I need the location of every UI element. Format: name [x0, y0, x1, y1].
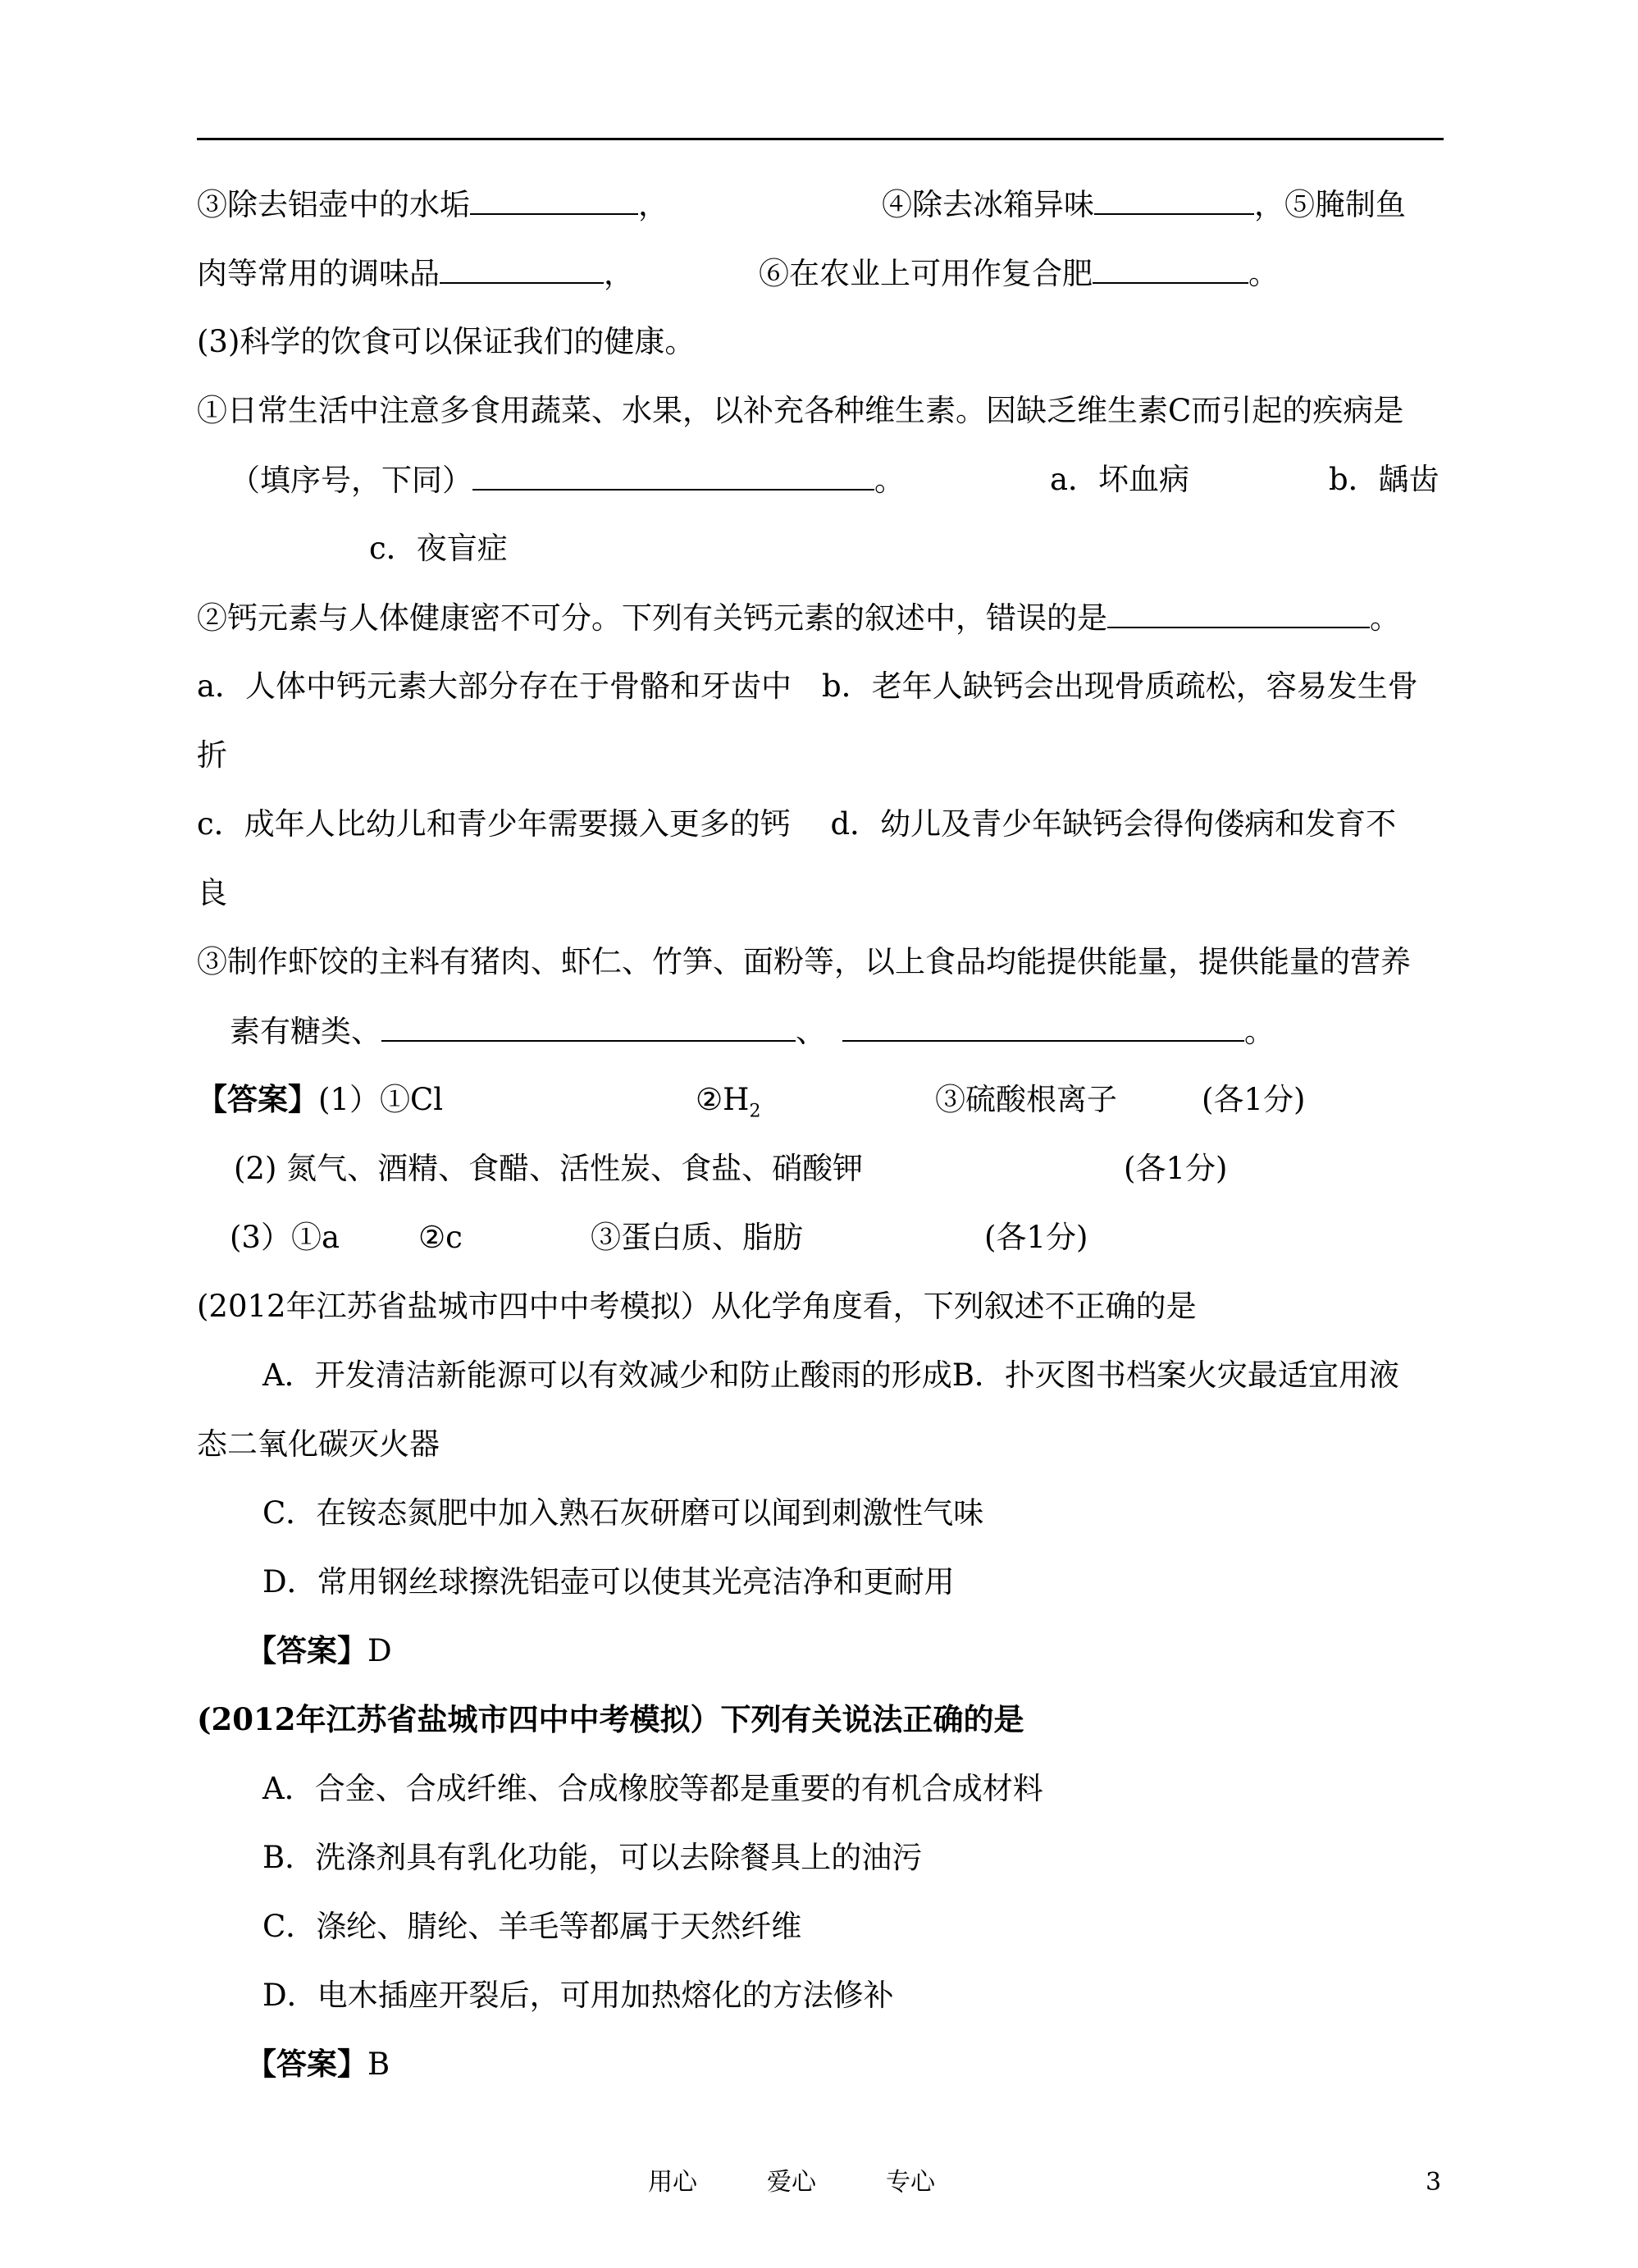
question-2-option-b-cont: 态二氧化碳灭火器	[197, 1426, 440, 1462]
line-1-right	[882, 189, 1406, 220]
question-3-option-d: D．电木插座开裂后，可用加热熔化的方法修补	[262, 1978, 894, 2013]
option-a: a．坏血病	[1050, 462, 1190, 497]
text: 。	[874, 463, 905, 498]
line-4: ①日常生活中注意多食用蔬菜、水果，以补充各种维生素。因缺乏维生素C而引起的疾病是	[197, 393, 1404, 428]
line-5	[230, 463, 905, 498]
line-2-right	[759, 258, 1279, 289]
answer-1d: (各1分)	[1202, 1082, 1306, 1117]
text: ②钙元素与人体健康密不可分。下列有关钙元素的叙述中，错误的是	[197, 600, 1107, 636]
answer-blank	[842, 1015, 1244, 1042]
question-3-answer	[246, 2046, 390, 2082]
answer-1b	[696, 1084, 760, 1120]
text: ，	[604, 256, 634, 291]
line-12: ③制作虾饺的主料有猪肉、虾仁、竹笋、面粉等，以上食品均能提供能量，提供能量的营养	[197, 944, 1411, 979]
footer-word-1: 用心	[648, 2168, 697, 2197]
answer-blank	[440, 258, 604, 284]
question-3-option-a: A．合金、合成纤维、合成橡胶等都是重要的有机合成材料	[262, 1771, 1043, 1806]
text: 、	[796, 1014, 826, 1049]
answer-blank	[381, 1015, 796, 1042]
page-number: 3	[1426, 2168, 1442, 2197]
text: ⑥在农业上可用作复合肥	[759, 256, 1093, 291]
line-1	[197, 189, 668, 220]
text: 。	[1248, 256, 1279, 291]
text: ，	[638, 187, 668, 222]
line-2	[197, 258, 634, 289]
answer-2: (2) 氮气、酒精、食醋、活性炭、食盐、硝酸钾	[234, 1151, 864, 1186]
header-rule	[197, 138, 1444, 140]
answer-3c: ③蛋白质、脂肪	[591, 1220, 803, 1255]
text: 。	[1244, 1014, 1275, 1049]
answer-1	[197, 1081, 444, 1117]
answer-3a: (3）①a	[230, 1220, 340, 1255]
option-c: c．夜盲症	[369, 531, 508, 566]
text: B	[367, 2047, 390, 2082]
answer-3d: (各1分)	[984, 1220, 1088, 1255]
line-13	[230, 1015, 1275, 1047]
footer-word-2: 爱心	[767, 2168, 816, 2197]
answer-blank	[472, 464, 874, 491]
line-7	[197, 600, 1400, 636]
text: ④除去冰箱异味	[882, 187, 1094, 222]
answer-blank	[470, 189, 638, 215]
line-11: 良	[197, 875, 227, 910]
answer-1c: ③硫酸根离子	[935, 1082, 1117, 1117]
answer-3b: ②c	[418, 1220, 463, 1255]
line-9: 折	[197, 737, 227, 773]
answer-2-score: (各1分)	[1124, 1151, 1228, 1186]
question-2-answer	[246, 1632, 392, 1668]
text: 素有糖类、	[230, 1014, 381, 1049]
answer-blank	[1107, 602, 1370, 628]
text: ③除去铝壶中的水垢	[197, 187, 470, 222]
answer-tag: 【答案】	[246, 1632, 367, 1668]
question-3-option-c: C．涤纶、腈纶、羊毛等都属于天然纤维	[262, 1909, 802, 1944]
question-2: (2012年江苏省盐城市四中中考模拟）从化学角度看，下列叙述不正确的是	[197, 1289, 1197, 1324]
question-2-option-ab: A．开发清洁新能源可以有效减少和防止酸雨的形成B．扑灭图书档案火灾最适宜用液	[262, 1358, 1399, 1393]
line-10: c．成年人比幼儿和青少年需要摄入更多的钙 d．幼儿及青少年缺钙会得佝偻病和发育不	[197, 806, 1397, 842]
text: （填序号，下同）	[230, 463, 472, 498]
option-b: b．龋齿	[1329, 462, 1440, 497]
text: 肉等常用的调味品	[197, 256, 440, 291]
question-2-option-c: C．在铵态氮肥中加入熟石灰研磨可以闻到刺激性气味	[262, 1495, 984, 1531]
question-2-option-d: D．常用钢丝球擦洗铝壶可以使其光亮洁净和更耐用	[262, 1564, 955, 1599]
question-3-option-b: B．洗涤剂具有乳化功能，可以去除餐具上的油污	[262, 1840, 923, 1875]
subscript: 2	[749, 1101, 761, 1122]
line-8: a．人体中钙元素大部分存在于骨骼和牙齿中 b．老年人缺钙会出现骨质疏松，容易发生骨	[197, 669, 1418, 704]
line-3: (3)科学的饮食可以保证我们的健康。	[197, 324, 696, 359]
answer-tag: 【答案】	[197, 1081, 318, 1117]
footer-word-3: 专心	[886, 2168, 935, 2197]
answer-blank	[1094, 189, 1254, 215]
text: (1）①Cl	[318, 1082, 444, 1117]
text: D	[367, 1633, 392, 1668]
question-3: (2012年江苏省盐城市四中中考模拟）下列有关说法正确的是	[197, 1701, 1024, 1737]
text: ②H	[696, 1082, 750, 1117]
text: ，⑤腌制鱼	[1254, 187, 1406, 222]
answer-tag: 【答案】	[246, 2046, 367, 2082]
answer-blank	[1093, 258, 1248, 284]
text: 。	[1370, 600, 1400, 636]
